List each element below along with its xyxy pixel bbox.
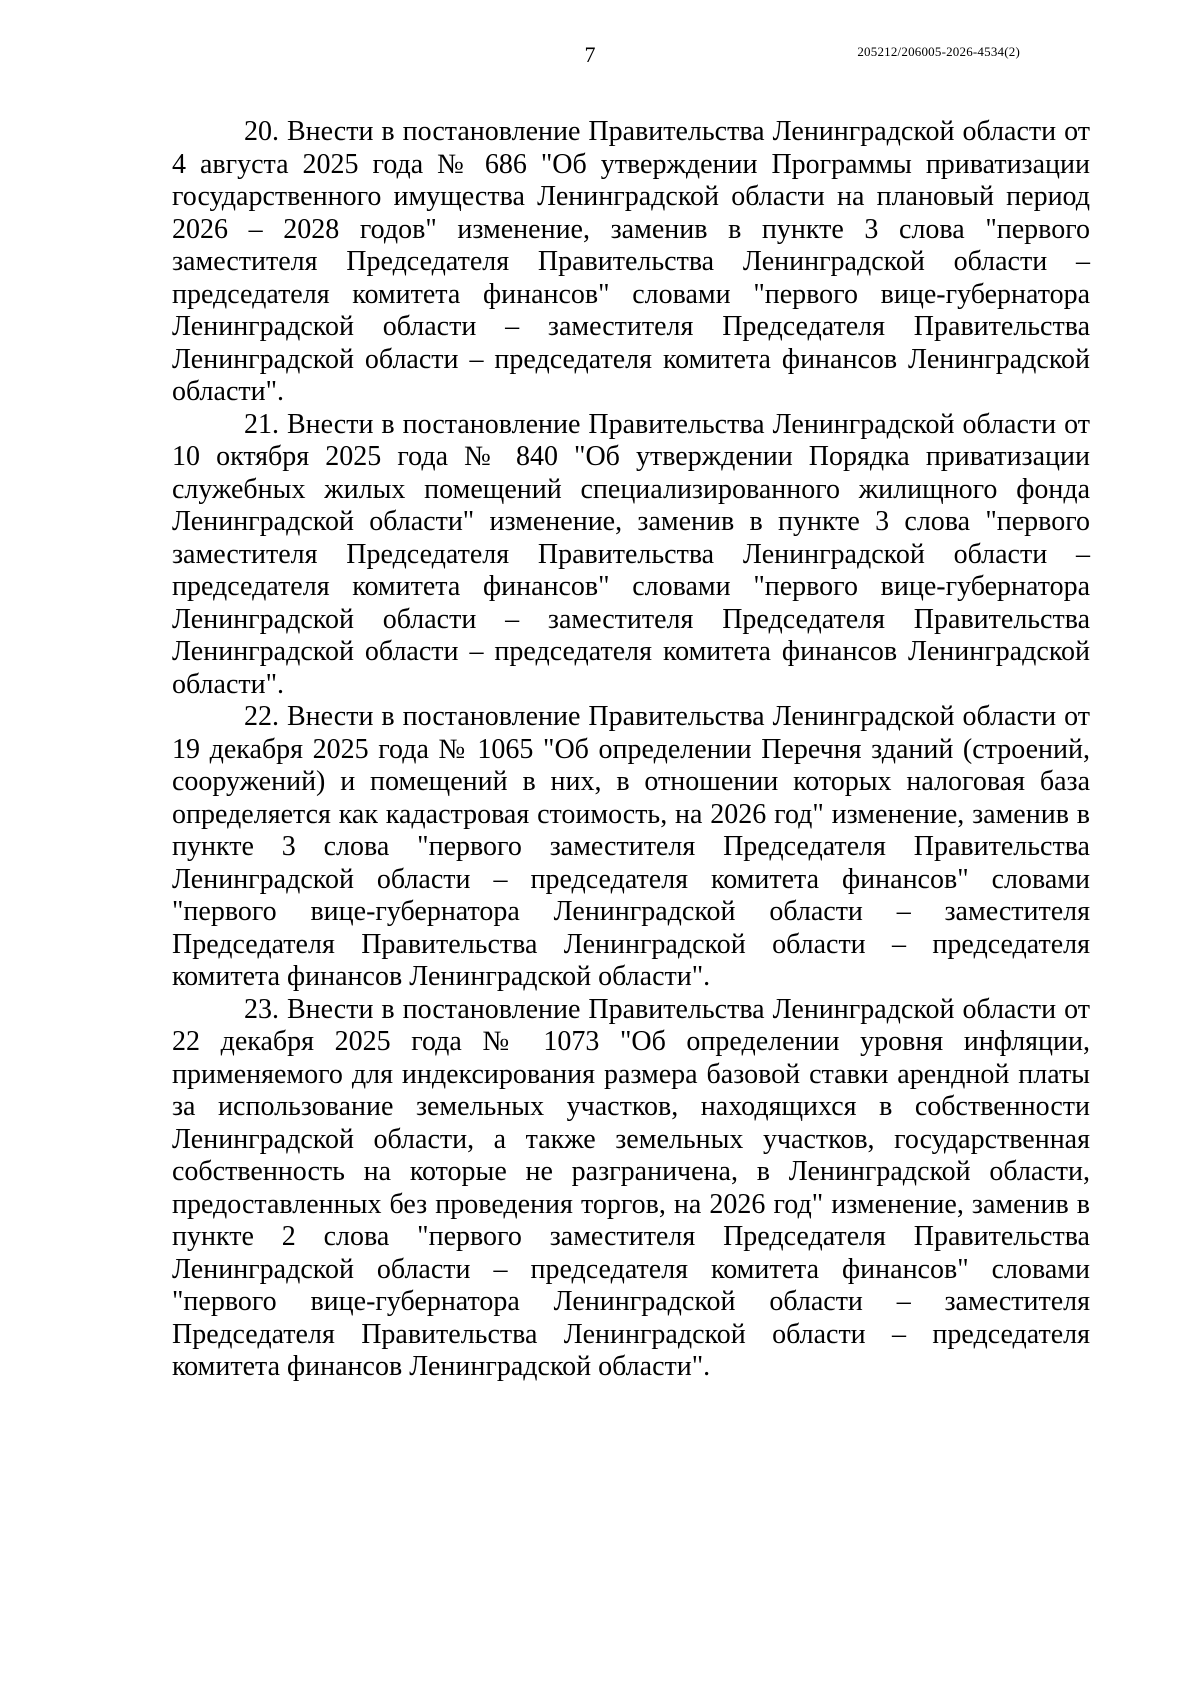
paragraph-23: 23. Внести в постановление Правительства Ленинградской области от 22 декабря 2025 года № 1073 "Об определении уровня инфляции, применяемого для индексирования размера базовой ставки арендной платы за использование земельных участков, находящихся в собственности Ленинградской области, а также земельных участков, государственная собственность на которые не разграничена, в Ленинградской области, предоставленных без проведения торгов, на 2026 год" изменение, заменив в пункте 2 слова "первого заместителя Председателя Правительства Ленинградской области – председателя комитета финансов" словами "первого вице-губернатора Ленинградской области – заместителя Председателя Правительства Ленинградской области – председателя комитета финансов Ленинградской области".	[172, 993, 1090, 1382]
paragraph-22: 22. Внести в постановление Правительства Ленинградской области от 19 декабря 2025 года № 1065 "Об определении Перечня зданий (строений, сооружений) и помещений в них, в отношении которых налоговая база определяется как кадастровая стоимость, на 2026 год" изменение, заменив в пункте 3 слова "первого заместителя Председателя Правительства Ленинградской области – председателя комитета финансов" словами "первого вице-губернатора Ленинградской области – заместителя Председателя Правительства Ленинградской области – председателя комитета финансов Ленинградской области".	[172, 701, 1090, 992]
paragraph-20: 20. Внести в постановление Правительства Ленинградской области от 4 августа 2025 года № 686 "Об утверждении Программы приватизации государственного имущества Ленинградской области на плановый период 2026 – 2028 годов" изменение, заменив в пункте 3 слова "первого заместителя Председателя Правительства Ленинградской области – председателя комитета финансов" словами "первого вице-губернатора Ленинградской области – заместителя Председателя Правительства Ленинградской области – председателя комитета финансов Ленинградской области".	[172, 116, 1090, 407]
document-body	[172, 116, 1090, 1384]
paragraph-21: 21. Внести в постановление Правительства Ленинградской области от 10 октября 2025 года № 840 "Об утверждении Порядка приватизации служебных жилых помещений специализированного жилищного фонда Ленинградской области" изменение, заменив в пункте 3 слова "первого заместителя Председателя Правительства Ленинградской области – председателя комитета финансов" словами "первого вице-губернатора Ленинградской области – заместителя Председателя Правительства Ленинградской области – председателя комитета финансов Ленинградской области".	[172, 408, 1090, 700]
page-number: 7	[584, 42, 596, 67]
document-id: 205212/206005-2026-4534(2)	[857, 44, 1020, 59]
